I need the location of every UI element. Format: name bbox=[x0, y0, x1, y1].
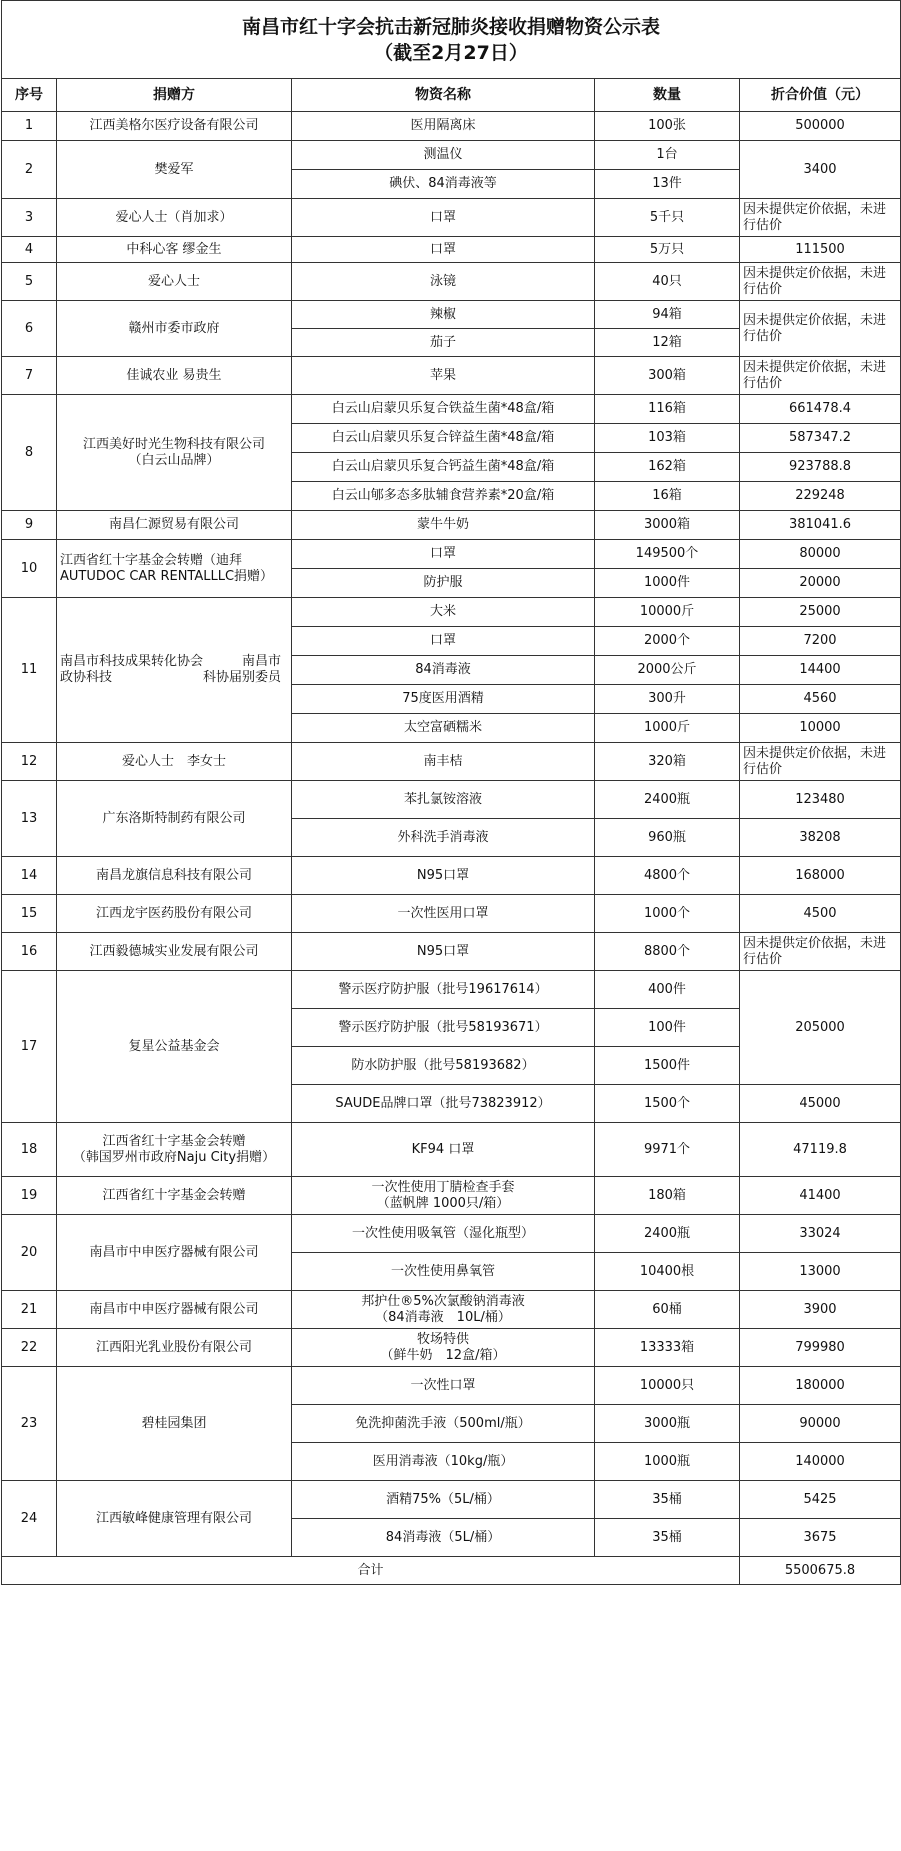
row-number: 14 bbox=[2, 857, 57, 895]
table-row bbox=[2, 1329, 901, 1367]
donor-name: 爱心人士（肖加求） bbox=[57, 199, 292, 237]
table-row bbox=[2, 971, 901, 1009]
table-row bbox=[2, 301, 901, 329]
donation-table bbox=[1, 0, 901, 1585]
row-number: 22 bbox=[2, 1329, 57, 1367]
item-name: 医用隔离床 bbox=[292, 112, 595, 141]
row-number: 7 bbox=[2, 357, 57, 395]
item-quantity: 2400瓶 bbox=[595, 781, 740, 819]
header-value: 折合价值（元） bbox=[740, 79, 901, 112]
table-row bbox=[2, 1367, 901, 1405]
item-quantity: 3000箱 bbox=[595, 511, 740, 540]
item-quantity: 960瓶 bbox=[595, 819, 740, 857]
item-quantity: 2400瓶 bbox=[595, 1215, 740, 1253]
item-quantity: 13件 bbox=[595, 170, 740, 199]
item-value: 140000 bbox=[740, 1443, 901, 1481]
item-quantity: 10400根 bbox=[595, 1253, 740, 1291]
item-value: 90000 bbox=[740, 1405, 901, 1443]
header-row bbox=[2, 79, 901, 112]
row-number: 8 bbox=[2, 395, 57, 511]
item-quantity: 9971个 bbox=[595, 1123, 740, 1177]
item-value: 因未提供定价依据，未进行估价 bbox=[740, 301, 901, 357]
item-name: 84消毒液 bbox=[292, 656, 595, 685]
item-quantity: 300箱 bbox=[595, 357, 740, 395]
item-name: 苯扎氯铵溶液 bbox=[292, 781, 595, 819]
item-quantity: 162箱 bbox=[595, 453, 740, 482]
row-number: 4 bbox=[2, 237, 57, 263]
item-name: 苹果 bbox=[292, 357, 595, 395]
item-value: 3675 bbox=[740, 1519, 901, 1557]
row-number: 21 bbox=[2, 1291, 57, 1329]
item-value: 13000 bbox=[740, 1253, 901, 1291]
item-value: 20000 bbox=[740, 569, 901, 598]
item-value: 168000 bbox=[740, 857, 901, 895]
table-row bbox=[2, 857, 901, 895]
table-row bbox=[2, 895, 901, 933]
item-quantity: 100件 bbox=[595, 1009, 740, 1047]
item-name: 南丰桔 bbox=[292, 743, 595, 781]
item-quantity: 320箱 bbox=[595, 743, 740, 781]
item-name: 蒙牛牛奶 bbox=[292, 511, 595, 540]
table-row bbox=[2, 511, 901, 540]
table-title bbox=[2, 1, 901, 79]
item-name: 防水防护服（批号58193682） bbox=[292, 1047, 595, 1085]
item-quantity: 10000斤 bbox=[595, 598, 740, 627]
header-item: 物资名称 bbox=[292, 79, 595, 112]
item-value: 因未提供定价依据，未进行估价 bbox=[740, 743, 901, 781]
table-row bbox=[2, 743, 901, 781]
item-name: 茄子 bbox=[292, 329, 595, 357]
donor-name: 南昌市科技成果转化协会 南昌市政协科技 科协届别委员 bbox=[57, 598, 292, 743]
item-name: 一次性医用口罩 bbox=[292, 895, 595, 933]
item-quantity: 180箱 bbox=[595, 1177, 740, 1215]
item-quantity: 35桶 bbox=[595, 1481, 740, 1519]
item-name: 免洗抑菌洗手液（500ml/瓶） bbox=[292, 1405, 595, 1443]
item-value: 587347.2 bbox=[740, 424, 901, 453]
total-row bbox=[2, 1557, 901, 1585]
item-name: 白云山启蒙贝乐复合锌益生菌*48盒/箱 bbox=[292, 424, 595, 453]
item-name: 一次性使用丁腈检查手套 （蓝帆牌 1000只/箱） bbox=[292, 1177, 595, 1215]
item-name: 外科洗手消毒液 bbox=[292, 819, 595, 857]
item-name: 75度医用酒精 bbox=[292, 685, 595, 714]
item-quantity: 5千只 bbox=[595, 199, 740, 237]
item-name: 医用消毒液（10kg/瓶） bbox=[292, 1443, 595, 1481]
donor-name: 江西龙宇医药股份有限公司 bbox=[57, 895, 292, 933]
donor-name: 江西毅德城实业发展有限公司 bbox=[57, 933, 292, 971]
donor-name: 广东洛斯特制药有限公司 bbox=[57, 781, 292, 857]
row-number: 18 bbox=[2, 1123, 57, 1177]
donor-name: 樊爱军 bbox=[57, 141, 292, 199]
item-quantity: 103箱 bbox=[595, 424, 740, 453]
item-value: 因未提供定价依据，未进行估价 bbox=[740, 263, 901, 301]
item-name: N95口罩 bbox=[292, 857, 595, 895]
item-value: 80000 bbox=[740, 540, 901, 569]
header-donor: 捐赠方 bbox=[57, 79, 292, 112]
item-value: 38208 bbox=[740, 819, 901, 857]
item-name: 白云山启蒙贝乐复合铁益生菌*48盒/箱 bbox=[292, 395, 595, 424]
donor-name: 佳诚农业 易贵生 bbox=[57, 357, 292, 395]
row-number: 5 bbox=[2, 263, 57, 301]
item-name: 碘伏、84消毒液等 bbox=[292, 170, 595, 199]
donor-name: 江西阳光乳业股份有限公司 bbox=[57, 1329, 292, 1367]
item-name: 泳镜 bbox=[292, 263, 595, 301]
donor-name: 中科心客 缪金生 bbox=[57, 237, 292, 263]
row-number: 24 bbox=[2, 1481, 57, 1557]
item-value: 25000 bbox=[740, 598, 901, 627]
table-row bbox=[2, 141, 901, 170]
item-quantity: 10000只 bbox=[595, 1367, 740, 1405]
donor-name: 南昌仁源贸易有限公司 bbox=[57, 511, 292, 540]
item-value: 205000 bbox=[740, 971, 901, 1085]
item-name: 84消毒液（5L/桶） bbox=[292, 1519, 595, 1557]
row-number: 16 bbox=[2, 933, 57, 971]
table-row bbox=[2, 199, 901, 237]
item-quantity: 2000个 bbox=[595, 627, 740, 656]
item-quantity: 1500个 bbox=[595, 1085, 740, 1123]
donor-name: 爱心人士 bbox=[57, 263, 292, 301]
item-value: 5425 bbox=[740, 1481, 901, 1519]
item-name: 邦护仕®5%次氯酸钠消毒液 （84消毒液 10L/桶） bbox=[292, 1291, 595, 1329]
item-quantity: 13333箱 bbox=[595, 1329, 740, 1367]
donor-name: 江西省红十字基金会转赠 （韩国罗州市政府Naju City捐赠） bbox=[57, 1123, 292, 1177]
total-label: 合计 bbox=[2, 1557, 740, 1585]
table-row bbox=[2, 781, 901, 819]
item-value: 47119.8 bbox=[740, 1123, 901, 1177]
title-line1: 南昌市红十字会抗击新冠肺炎接收捐赠物资公示表 bbox=[242, 15, 661, 38]
item-quantity: 149500个 bbox=[595, 540, 740, 569]
item-quantity: 12箱 bbox=[595, 329, 740, 357]
table-row bbox=[2, 598, 901, 627]
item-value: 111500 bbox=[740, 237, 901, 263]
item-quantity: 60桶 bbox=[595, 1291, 740, 1329]
item-name: 大米 bbox=[292, 598, 595, 627]
item-quantity: 300升 bbox=[595, 685, 740, 714]
item-name: 酒精75%（5L/桶） bbox=[292, 1481, 595, 1519]
donor-name: 爱心人士 李女士 bbox=[57, 743, 292, 781]
table-row bbox=[2, 1291, 901, 1329]
item-quantity: 94箱 bbox=[595, 301, 740, 329]
item-name: 警示医疗防护服（批号19617614） bbox=[292, 971, 595, 1009]
row-number: 3 bbox=[2, 199, 57, 237]
item-value: 10000 bbox=[740, 714, 901, 743]
item-name: 一次性口罩 bbox=[292, 1367, 595, 1405]
item-quantity: 116箱 bbox=[595, 395, 740, 424]
item-name: 警示医疗防护服（批号58193671） bbox=[292, 1009, 595, 1047]
row-number: 11 bbox=[2, 598, 57, 743]
item-value: 923788.8 bbox=[740, 453, 901, 482]
item-value: 180000 bbox=[740, 1367, 901, 1405]
item-quantity: 1500件 bbox=[595, 1047, 740, 1085]
item-name: 牧场特供 （鲜牛奶 12盒/箱） bbox=[292, 1329, 595, 1367]
item-value: 14400 bbox=[740, 656, 901, 685]
donor-name: 江西美好时光生物科技有限公司 （白云山品牌） bbox=[57, 395, 292, 511]
item-name: KF94 口罩 bbox=[292, 1123, 595, 1177]
item-name: 一次性使用吸氧管（湿化瓶型） bbox=[292, 1215, 595, 1253]
item-name: 测温仪 bbox=[292, 141, 595, 170]
item-value: 因未提供定价依据，未进行估价 bbox=[740, 357, 901, 395]
row-number: 17 bbox=[2, 971, 57, 1123]
header-no: 序号 bbox=[2, 79, 57, 112]
item-value: 123480 bbox=[740, 781, 901, 819]
row-number: 2 bbox=[2, 141, 57, 199]
item-name: 口罩 bbox=[292, 199, 595, 237]
item-value: 因未提供定价依据，未进行估价 bbox=[740, 933, 901, 971]
item-name: 太空富硒糯米 bbox=[292, 714, 595, 743]
item-name: 口罩 bbox=[292, 540, 595, 569]
item-value: 4500 bbox=[740, 895, 901, 933]
item-value: 4560 bbox=[740, 685, 901, 714]
donor-name: 南昌龙旗信息科技有限公司 bbox=[57, 857, 292, 895]
donor-name: 赣州市委市政府 bbox=[57, 301, 292, 357]
table-row bbox=[2, 395, 901, 424]
table-row bbox=[2, 933, 901, 971]
item-quantity: 4800个 bbox=[595, 857, 740, 895]
donor-name: 江西美格尔医疗设备有限公司 bbox=[57, 112, 292, 141]
row-number: 20 bbox=[2, 1215, 57, 1291]
item-quantity: 35桶 bbox=[595, 1519, 740, 1557]
item-value: 7200 bbox=[740, 627, 901, 656]
item-name: 口罩 bbox=[292, 237, 595, 263]
item-name: 口罩 bbox=[292, 627, 595, 656]
item-value: 661478.4 bbox=[740, 395, 901, 424]
donor-name: 江西省红十字基金会转赠 bbox=[57, 1177, 292, 1215]
item-value: 799980 bbox=[740, 1329, 901, 1367]
table-row bbox=[2, 263, 901, 301]
item-value: 500000 bbox=[740, 112, 901, 141]
title-line2: （截至2月27日） bbox=[374, 41, 528, 64]
table-row bbox=[2, 1481, 901, 1519]
item-value: 41400 bbox=[740, 1177, 901, 1215]
table-row bbox=[2, 540, 901, 569]
item-name: 辣椒 bbox=[292, 301, 595, 329]
item-value: 381041.6 bbox=[740, 511, 901, 540]
donor-name: 碧桂园集团 bbox=[57, 1367, 292, 1481]
item-name: N95口罩 bbox=[292, 933, 595, 971]
item-value: 33024 bbox=[740, 1215, 901, 1253]
item-name: 防护服 bbox=[292, 569, 595, 598]
item-quantity: 8800个 bbox=[595, 933, 740, 971]
row-number: 19 bbox=[2, 1177, 57, 1215]
item-value: 因未提供定价依据，未进行估价 bbox=[740, 199, 901, 237]
donor-name: 江西省红十字基金会转赠（迪拜AUTUDOC CAR RENTALLLC捐赠） bbox=[57, 540, 292, 598]
item-quantity: 1000瓶 bbox=[595, 1443, 740, 1481]
item-name: 白云山郇多态多肽辅食营养素*20盒/箱 bbox=[292, 482, 595, 511]
item-quantity: 5万只 bbox=[595, 237, 740, 263]
item-quantity: 1000个 bbox=[595, 895, 740, 933]
table-row bbox=[2, 237, 901, 263]
item-name: 一次性使用鼻氧管 bbox=[292, 1253, 595, 1291]
table-row bbox=[2, 357, 901, 395]
table-row bbox=[2, 1123, 901, 1177]
row-number: 12 bbox=[2, 743, 57, 781]
item-quantity: 40只 bbox=[595, 263, 740, 301]
row-number: 6 bbox=[2, 301, 57, 357]
item-quantity: 3000瓶 bbox=[595, 1405, 740, 1443]
row-number: 10 bbox=[2, 540, 57, 598]
item-quantity: 2000公斤 bbox=[595, 656, 740, 685]
item-value: 45000 bbox=[740, 1085, 901, 1123]
table-row bbox=[2, 1177, 901, 1215]
total-value: 5500675.8 bbox=[740, 1557, 901, 1585]
item-quantity: 1000件 bbox=[595, 569, 740, 598]
item-quantity: 1000斤 bbox=[595, 714, 740, 743]
item-quantity: 100张 bbox=[595, 112, 740, 141]
item-name: 白云山启蒙贝乐复合钙益生菌*48盒/箱 bbox=[292, 453, 595, 482]
table-row bbox=[2, 1215, 901, 1253]
row-number: 13 bbox=[2, 781, 57, 857]
item-name: SAUDE品牌口罩（批号73823912） bbox=[292, 1085, 595, 1123]
donor-name: 南昌市中申医疗器械有限公司 bbox=[57, 1291, 292, 1329]
item-value: 3900 bbox=[740, 1291, 901, 1329]
donor-name: 复星公益基金会 bbox=[57, 971, 292, 1123]
table-row bbox=[2, 112, 901, 141]
item-quantity: 1台 bbox=[595, 141, 740, 170]
row-number: 9 bbox=[2, 511, 57, 540]
item-value: 229248 bbox=[740, 482, 901, 511]
item-quantity: 16箱 bbox=[595, 482, 740, 511]
donor-name: 江西敏峰健康管理有限公司 bbox=[57, 1481, 292, 1557]
row-number: 23 bbox=[2, 1367, 57, 1481]
row-number: 1 bbox=[2, 112, 57, 141]
item-quantity: 400件 bbox=[595, 971, 740, 1009]
item-value: 3400 bbox=[740, 141, 901, 199]
row-number: 15 bbox=[2, 895, 57, 933]
donor-name: 南昌市中申医疗器械有限公司 bbox=[57, 1215, 292, 1291]
header-qty: 数量 bbox=[595, 79, 740, 112]
